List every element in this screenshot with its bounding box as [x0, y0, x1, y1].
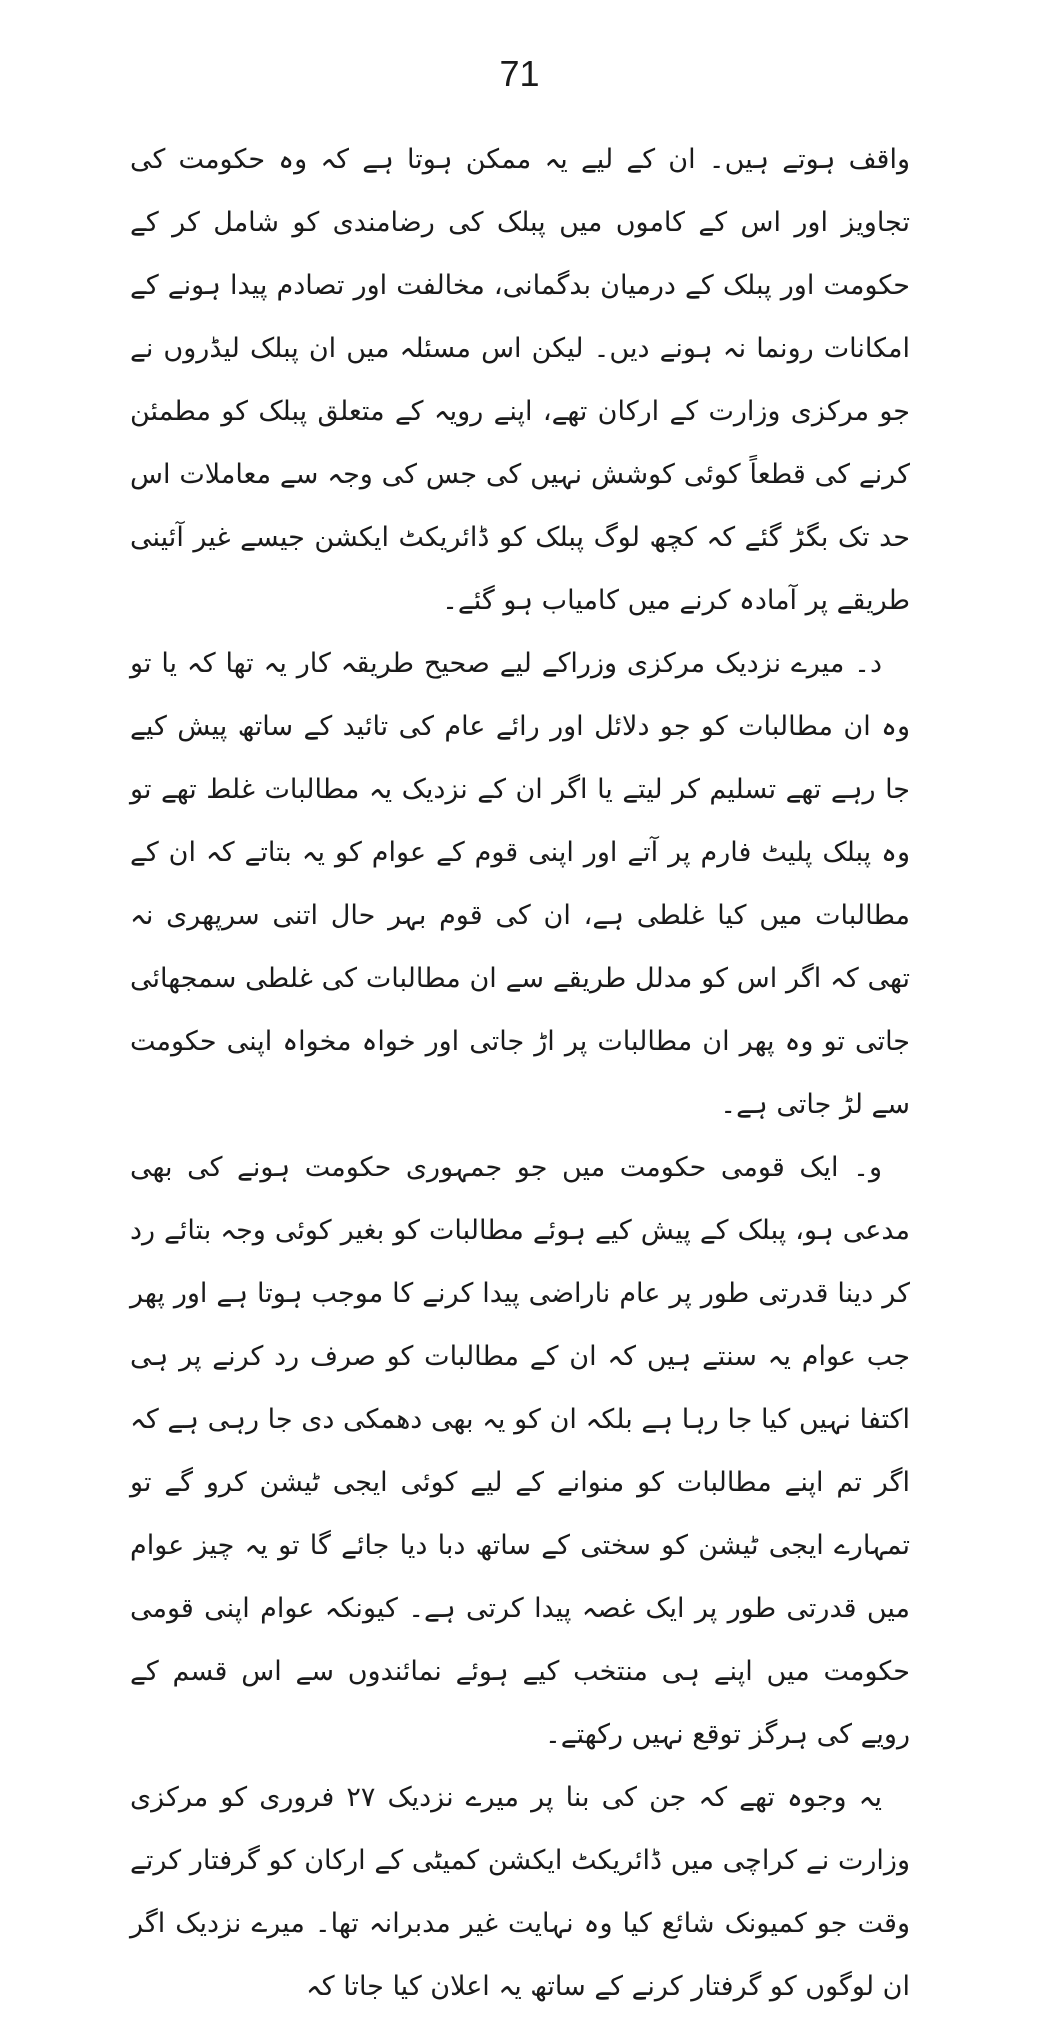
paragraph-2: د۔ میرے نزدیک مرکزی وزراکے لیے صحیح طریقہ کار یہ تھا کہ یا تو وہ ان مطالبات کو جو دلائل اور رائے عام کی تائید کے ساتھ پیش کیے جا رہے تھے تسلیم کر لیتے یا اگر ان کے نزدیک یہ مطالبات غلط تھے تو وہ پبلک پلیٹ فارم پر آتے اور اپنی قوم کے عوام کو یہ بتاتے کہ ان کے مطالبات میں کیا غلطی ہے، ان کی قوم بہر حال اتنی سرپھری نہ تھی کہ اگر اس کو مدلل طریقے سے ان مطالبات کی غلطی سمجھائی جاتی تو وہ پھر ان مطالبات پر اڑ جاتی اور خواہ مخواہ اپنی حکومت سے لڑ جاتی ہے۔	[130, 648, 910, 1120]
page-number: 71	[499, 53, 540, 94]
page-body	[130, 128, 910, 2018]
paragraph-3: و۔ ایک قومی حکومت میں جو جمہوری حکومت ہونے کی بھی مدعی ہو، پبلک کے پیش کیے ہوئے مطالبات کو بغیر کوئی وجہ بتائے رد کر دینا قدرتی طور پر عام ناراضی پیدا کرنے کا موجب ہوتا ہے اور پھر جب عوام یہ سنتے ہیں کہ ان کے مطالبات کو صرف رد کرنے پر ہی اکتفا نہیں کیا جا رہا ہے بلکہ ان کو یہ بھی دھمکی دی جا رہی ہے کہ اگر تم اپنے مطالبات کو منوانے کے لیے کوئی ایجی ٹیشن کرو گے تو تمہارے ایجی ٹیشن کو سختی کے ساتھ دبا دیا جائے گا تو یہ چیز عوام میں قدرتی طور پر ایک غصہ پیدا کرتی ہے۔ کیونکہ عوام اپنی قومی حکومت میں اپنے ہی منتخب کیے ہوئے نمائندوں سے اس قسم کے رویے کی ہرگز توقع نہیں رکھتے۔	[130, 1152, 910, 1750]
paragraph-1: واقف ہوتے ہیں۔ ان کے لیے یہ ممکن ہوتا ہے کہ وہ حکومت کی تجاویز اور اس کے کاموں میں پبلک کی رضامندی کو شامل کر کے حکومت اور پبلک کے درمیان بدگمانی، مخالفت اور تصادم پیدا ہونے کے امکانات رونما نہ ہونے دیں۔ لیکن اس مسئلہ میں ان پبلک لیڈروں نے جو مرکزی وزارت کے ارکان تھے، اپنے رویہ کے متعلق پبلک کو مطمئن کرنے کی قطعاً کوئی کوشش نہیں کی جس کی وجہ سے معاملات اس حد تک بگڑ گئے کہ کچھ لوگ پبلک کو ڈائریکٹ ایکشن جیسے غیر آئینی طریقے پر آمادہ کرنے میں کامیاب ہو گئے۔	[130, 144, 910, 616]
paragraph-4: یہ وجوہ تھے کہ جن کی بنا پر میرے نزدیک ۲۷ فروری کو مرکزی وزارت نے کراچی میں ڈائریکٹ ایکشن کمیٹی کے ارکان کو گرفتار کرتے وقت جو کمیونک شائع کیا وہ نہایت غیر مدبرانہ تھا۔ میرے نزدیک اگر ان لوگوں کو گرفتار کرنے کے ساتھ یہ اعلان کیا جاتا کہ	[130, 1782, 910, 2002]
